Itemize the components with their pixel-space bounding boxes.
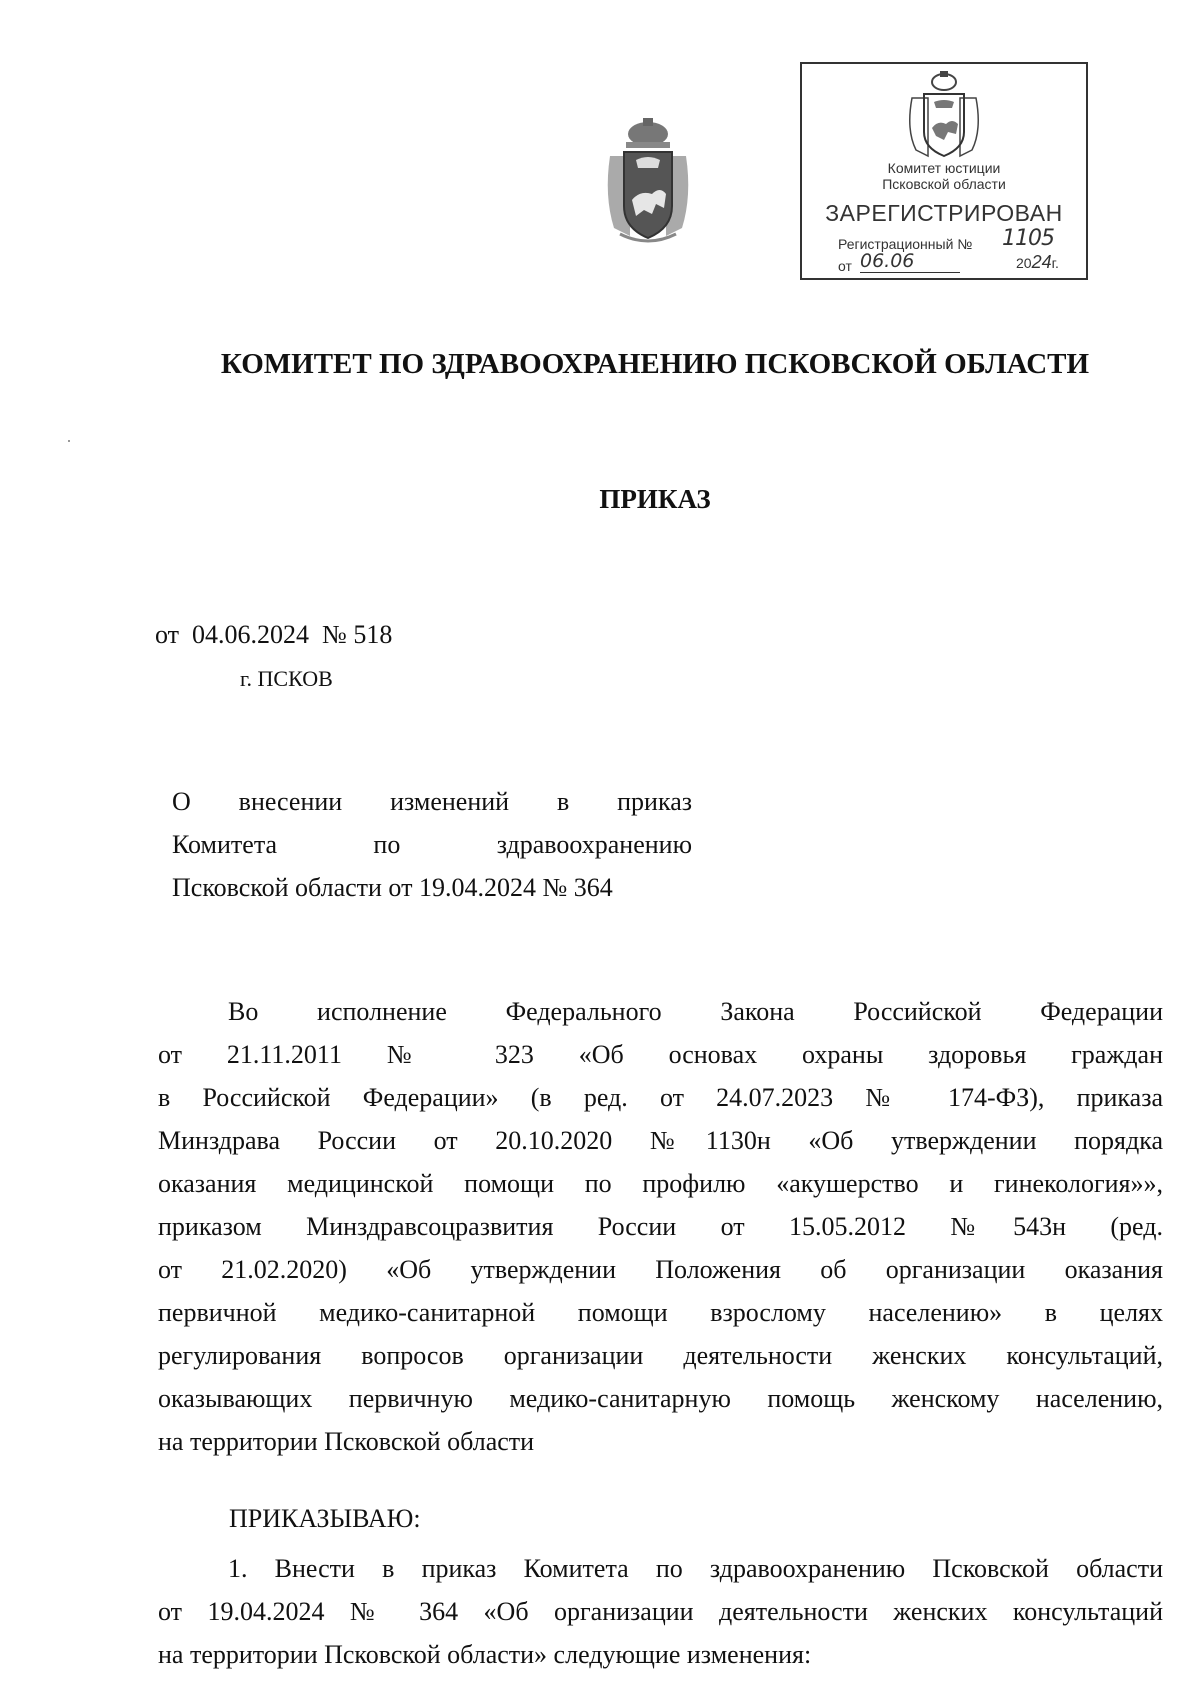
stamp-date-label: от — [838, 258, 852, 274]
preamble-paragraph — [158, 990, 1163, 1463]
stamp-reg-label: Регистрационный № — [838, 236, 973, 252]
paragraph-line: приказом Минздравсоцразвития России от 15.05.2012 №543н (ред. — [158, 1212, 1163, 1241]
stamp-issuer-line1: Комитет юстиции — [887, 160, 1001, 176]
pskov-coat-of-arms-icon — [600, 116, 696, 246]
stamp-year-handwritten: 24 — [1031, 252, 1052, 272]
stamp-year — [1016, 252, 1059, 273]
stamp-year-prefix: 20 — [1016, 255, 1032, 271]
paragraph-line: от 21.02.2020) «Об утверждении Положения об организации оказания — [158, 1255, 1163, 1284]
paragraph-line: Во исполнение Федерального Закона Российской Федерации — [228, 997, 1163, 1026]
order-subject — [172, 780, 692, 909]
paragraph-line: на территории Псковской области — [158, 1427, 535, 1456]
paragraph-line: на территории Псковской области» следующие изменения: — [158, 1640, 812, 1669]
paragraph-line: первичной медико-санитарной помощи взрослому населению» в целях — [158, 1298, 1163, 1327]
stamp-issuer-line2: Псковской области — [882, 176, 1006, 192]
organization-title: КОМИТЕТ ПО ЗДРАВООХРАНЕНИЮ ПСКОВСКОЙ ОБЛАСТИ — [220, 348, 1090, 380]
paragraph-line: регулирования вопросов организации деятельности женских консультаций, — [158, 1341, 1163, 1370]
subject-line: Псковской области от 19.04.2024 № 364 — [172, 873, 613, 902]
paragraph-line: от 19.04.2024 № 364 «Об организации деятельности женских консультаций — [158, 1597, 1163, 1626]
paragraph-line: оказывающих первичную медико-санитарную помощь женскому населению, — [158, 1384, 1163, 1413]
document-type: ПРИКАЗ — [599, 484, 711, 514]
paragraph-line: оказания медицинской помощи по профилю «акушерство и гинекология»», — [158, 1169, 1163, 1198]
paragraph-line: 1. Внести в приказ Комитета по здравоохранению Псковской области — [228, 1554, 1163, 1583]
stamp-year-suffix: г. — [1051, 255, 1059, 271]
stamp-status: ЗАРЕГИСТРИРОВАН — [825, 200, 1063, 226]
order-date-number: от 04.06.2024 № 518 — [155, 620, 393, 649]
subject-line: О внесении изменений в приказ — [172, 787, 692, 816]
pskov-coat-of-arms-icon — [904, 70, 984, 162]
paragraph-line: в Российской Федерации» (в ред. от 24.07.2023 № 174-ФЗ), приказа — [158, 1083, 1163, 1112]
order-item-1 — [158, 1547, 1163, 1676]
paragraph-line: Минздрава России от 20.10.2020 №1130н «Об утверждении порядка — [158, 1126, 1163, 1155]
orders-word: ПРИКАЗЫВАЮ: — [229, 1504, 421, 1533]
stamp-date-value: 06.06 — [860, 250, 960, 273]
scan-speck — [68, 440, 70, 442]
subject-line: Комитета по здравоохранению — [172, 830, 692, 859]
registration-stamp — [800, 62, 1088, 280]
paragraph-line: от 21.11.2011 № 323 «Об основах охраны здоровья граждан — [158, 1040, 1163, 1069]
order-city: г. ПСКОВ — [240, 666, 333, 691]
stamp-reg-number: 1105 — [1002, 226, 1054, 251]
